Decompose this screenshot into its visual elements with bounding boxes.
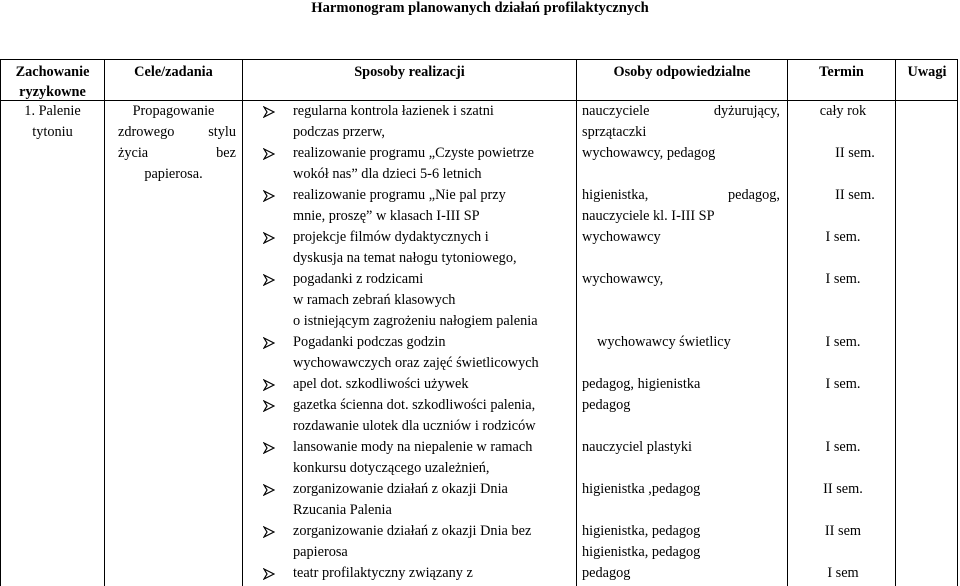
method-line: pogadanki z rodzicami [293,271,424,287]
term: I sem. [825,229,861,245]
header-term: Termin [819,64,864,80]
method-line: zorganizowanie działań z okazji Dnia [293,481,508,497]
column-divider [242,60,243,586]
responsible-5: wychowawcy, [582,271,664,287]
term: I sem. [825,271,861,287]
method-line: zorganizowanie działań z okazji Dnia bez [293,523,532,539]
header-behavior-line1: Zachowanie [15,64,90,80]
responsible-6: wychowawcy świetlicy [597,334,731,350]
column-divider [104,60,105,586]
term: II sem. [835,145,875,161]
arrow-bullet-icon [263,442,275,454]
behavior-line1: 1. Palenie [24,103,81,119]
responsible-12: pedagog [582,565,631,581]
responsible-word: dyżurujący, [713,103,780,119]
arrow-bullet-icon [263,400,275,412]
goal-line1: Propagowanie [132,103,215,119]
method-line: teatr profilaktyczny związany z [293,565,473,581]
goal-word: zdrowego [118,124,175,140]
method-line: regularna kontrola łazienek i szatni [293,103,494,119]
method-line: apel dot. szkodliwości używek [293,376,469,392]
method-line: mnie, proszę” w klasach I-III SP [293,208,480,224]
column-divider [895,60,896,586]
page-title: Harmonogram planowanych działań profilaktycznych [311,0,649,16]
method-line: projekcje filmów dydaktycznych i [293,229,489,245]
header-responsible: Osoby odpowiedzialne [613,64,751,80]
arrow-bullet-icon [263,379,275,391]
responsible-2: wychowawcy, pedagog [582,145,716,161]
arrow-bullet-icon [263,484,275,496]
arrow-bullet-icon [263,274,275,286]
arrow-bullet-icon [263,232,275,244]
goal-line2 [118,122,236,143]
arrow-bullet-icon [263,148,275,160]
goal-line3 [118,143,236,164]
responsible-7: pedagog, higienistka [582,376,701,392]
method-line: Rzucania Palenia [293,502,392,518]
responsible-3 [582,185,780,206]
term: cały rok [819,103,867,119]
column-divider [787,60,788,586]
method-line: wokół nas” dla dzieci 5-6 letnich [293,166,482,182]
arrow-bullet-icon [263,568,275,580]
method-line: lansowanie mody na niepalenie w ramach [293,439,533,455]
responsible-7-line2: pedagog [582,397,631,413]
method-line: podczas przerw, [293,124,385,140]
responsible-4: wychowawcy [582,229,661,245]
responsible-11: higienistka, pedagog [582,544,701,560]
arrow-bullet-icon [263,526,275,538]
header-behavior-line2: ryzykowne [19,84,86,100]
responsible-1-line2: sprzątaczki [582,124,647,140]
goal-word: życia [118,145,149,161]
responsible-word: pedagog, [727,187,780,203]
arrow-bullet-icon [263,190,275,202]
method-line: rozdawanie ulotek dla uczniów i rodziców [293,418,536,434]
arrow-bullet-icon [263,337,275,349]
term: I sem. [825,334,861,350]
term: I sem. [825,376,861,392]
method-line: realizowanie programu „Czyste powietrze [293,145,534,161]
arrow-bullet-icon [263,106,275,118]
term: I sem [827,565,859,581]
goal-word: bez [216,145,236,161]
behavior-line2: tytoniu [32,124,73,140]
method-line: o istniejącym zagrożeniu nałogiem palenia [293,313,538,329]
method-line: w ramach zebrań klasowych [293,292,456,308]
responsible-1 [582,101,780,122]
header-methods: Sposoby realizacji [354,64,465,80]
method-line: Pogadanki podczas godzin [293,334,446,350]
term: II sem. [835,187,875,203]
responsible-9: higienistka ,pedagog [582,481,701,497]
method-line: realizowanie programu „Nie pal przy [293,187,506,203]
schedule-table [0,59,958,586]
method-line: wychowawczych oraz zajęć świetlicowych [293,355,539,371]
header-behavior [1,62,104,102]
goal-word: stylu [208,124,236,140]
responsible-3-line2: nauczyciele kl. I-III SP [582,208,715,224]
goal-line4: papierosa. [144,166,203,182]
term: I sem. [825,439,861,455]
method-line: konkursu dotyczącego uzależnień, [293,460,490,476]
header-notes: Uwagi [907,64,947,80]
responsible-10: higienistka, pedagog [582,523,701,539]
responsible-word: higienistka, [582,187,649,203]
term: II sem [824,523,862,539]
column-divider [576,60,577,586]
term: II sem. [823,481,863,497]
responsible-word: nauczyciele [582,103,650,119]
responsible-8: nauczyciel plastyki [582,439,692,455]
method-line: papierosa [293,544,348,560]
method-line: gazetka ścienna dot. szkodliwości palenia, [293,397,536,413]
method-line: dyskusja na temat nałogu tytoniowego, [293,250,517,266]
header-goals: Cele/zadania [134,64,213,80]
